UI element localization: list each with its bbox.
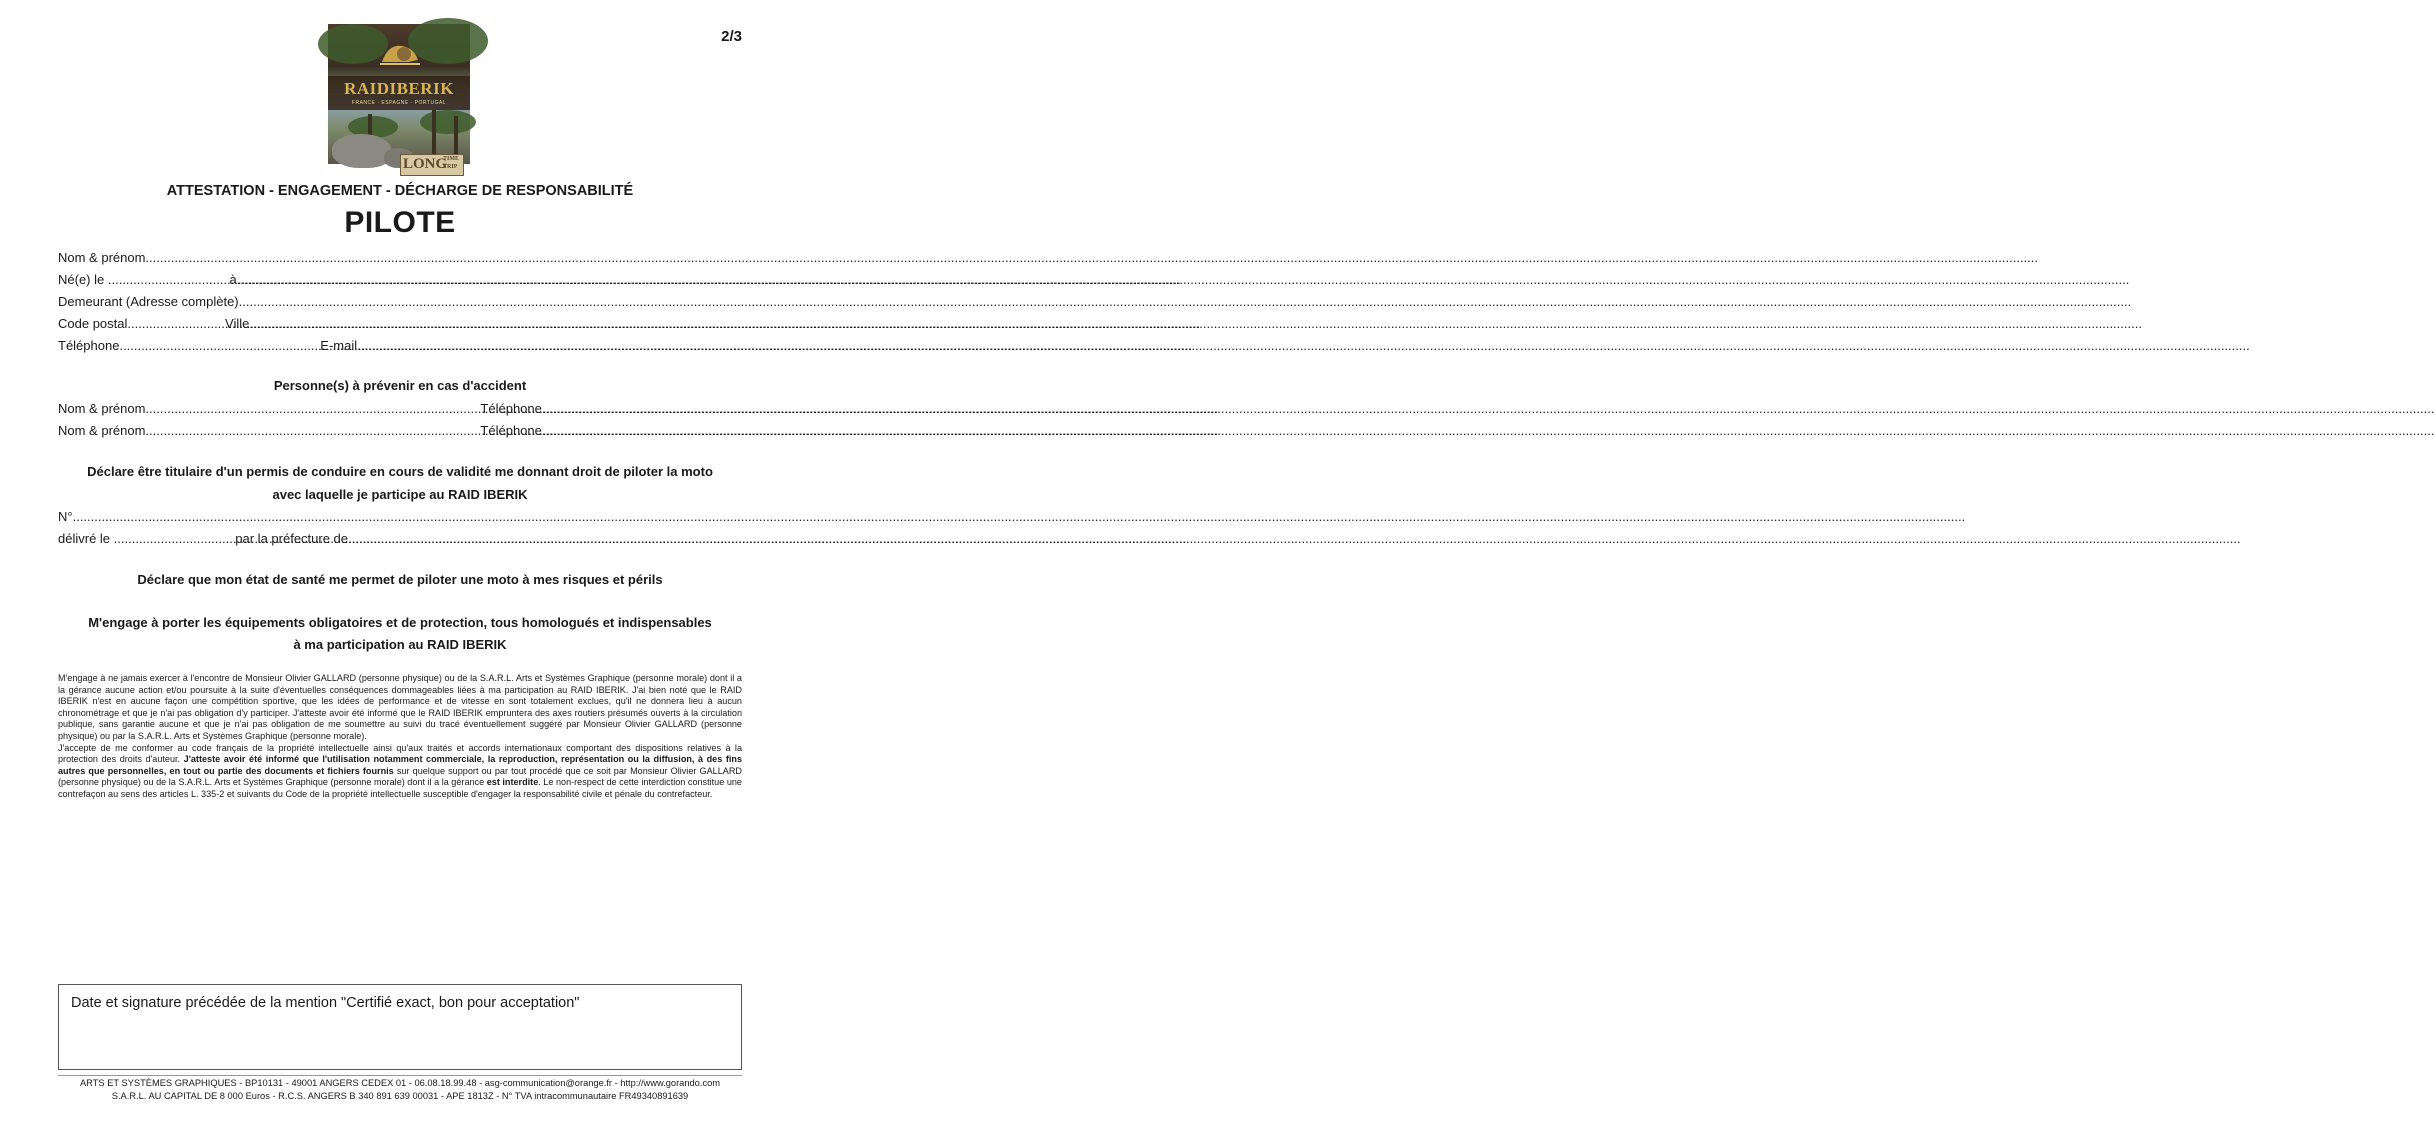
postal-city-field[interactable] [58,316,742,331]
document-title: ATTESTATION - ENGAGEMENT - DÉCHARGE DE RESPONSABILITÉ [166,183,634,199]
legal-p2-mid: sur quelque support ou par tout procédé que ce soit par Monsieur Olivier GALLARD (personne physique) ou de la S.A.R.L. Arts et Systèmes Graphique (personne morale) dont il a la gérance [58,765,742,788]
footer-divider [58,1075,742,1076]
equipment-statement-line1: M'engage à porter les équipements obligatoires et de protection, tous homologués et indispensables [88,615,712,630]
license-statement-line2: avec laquelle je participe au RAID IBERIK [272,487,528,502]
legal-p2-start: J'accepte de me conformer au code français de la propriété intellectuelle ainsi qu'aux traités et accords internationaux comportant des dispositions relatives à la protection des droits d'auteur. [58,742,742,765]
legal-paragraph-2 [58,743,742,801]
born-label: Né(e) le [58,272,105,287]
city-label: Ville [225,316,250,331]
long-time-trip-badge [400,154,464,176]
helmet-emblem-icon [378,36,422,70]
role-title: PILOTE [344,206,456,239]
license-number-field[interactable] [58,509,334,524]
legal-p2-bold-2: est interdite [486,777,539,788]
signature-label: Date et signature précédée de la mention "Certifié exact, bon pour acceptation" [71,995,580,1011]
emergency-name-label: Nom & prénom [58,401,146,416]
legal-paragraph-1: M'engage à ne jamais exercer à l'encontre de Monsieur Olivier GALLARD (personne physique) ou de la S.A.R.L. Arts et Systèmes Graphique (personne morale) dont il a la gérance aucune action et/ou poursuite à la suite d'éventuelles conséquences dommageables liées à ma participation au RAID IBERIK. J'ai bien noté que le RAID IBERIK n'est en aucune façon une compétition sportive, que les idées de performance et de vitesse en sont totalement exclues, qu'il ne donnera lieu à aucun chronométrage et que je n'ai pas obligation d'y participer. J'atteste avoir été informé que le RAID IBERIK empruntera des axes routiers présumés ouverts à la circulation publique, sans garantie aucune et que je n'ai pas obligation de me soumettre au suivi du tracé éventuellement suggéré par Monsieur Olivier GALLARD (personne physique) ou par la S.A.R.L. Arts et Systèmes Graphique (personne morale). [58,673,742,741]
badge-trip: TRIP [443,164,458,170]
page-number: 2/3 [721,28,742,45]
postal-label: Code postal [58,316,128,331]
equipment-statement-line2: à ma participation au RAID IBERIK [293,637,507,652]
prefecture-label: par la préfecture de [235,531,349,546]
health-statement: Déclare que mon état de santé me permet de piloter une moto à mes risques et périls [137,572,663,587]
footer-line-1: ARTS ET SYSTÈMES GRAPHIQUES - BP10131 - 49001 ANGERS CEDEX 01 - 06.08.18.99.48 - asg-communication@orange.fr - http://www.gorando.com [79,1078,721,1088]
emergency-heading: Personne(s) à prévenir en cas d'accident [273,378,527,393]
address-field[interactable] [58,294,742,309]
legal-p2-bold-1: J'atteste avoir été informé que l'utilisation notamment commerciale, la reproduction, représentation ou la diffusion, à des fins autres que personnelles, en tout ou partie des documents et fichiers fournis [58,754,742,776]
emergency-phone-label: Téléphone [480,401,542,416]
phone-label: Téléphone [58,338,120,353]
license-number-label: N° [58,509,73,524]
legal-text [58,673,742,801]
logo-raid-text: RAID [344,79,390,98]
legal-p2-end: . Le non-respect de cette interdiction constitue une contrefaçon au sens des articles L. 335-2 et suivants du Code de la propriété intellectuelle susceptible d'engager la responsabilité civile et pénale du contrefacteur. [58,777,742,799]
signature-box[interactable] [58,984,742,1070]
license-statement-line1: Déclare être titulaire d'un permis de conduire en cours de validité me donnant droit de piloter la moto [87,464,713,479]
badge-time: TIME [443,156,460,162]
born-at-label: à [229,272,237,287]
phone-email-field[interactable] [58,338,742,353]
issued-label: délivré le [58,531,111,546]
email-label: E-mail [320,338,358,353]
footer-line-2: S.A.R.L. AU CAPITAL DE 8 000 Euros - R.C.S. ANGERS B 340 891 639 00031 - APE 1813Z - N° TVA intracommunautaire FR49340891639 [111,1091,689,1101]
license-issue-field[interactable] [58,531,742,546]
emergency-phone-label: Téléphone [480,423,542,438]
emergency-contact-2[interactable] [58,423,742,438]
name-label: Nom & prénom [58,250,146,265]
logo-iberik-text: IBERIK [389,79,454,98]
address-label: Demeurant (Adresse complète) [58,294,239,309]
raid-iberik-logo [328,24,470,172]
name-field[interactable] [58,250,742,265]
birth-field[interactable] [58,272,742,287]
badge-long: LONG [403,156,448,172]
emergency-contact-1[interactable] [58,401,742,416]
emergency-name-label: Nom & prénom [58,423,146,438]
logo-countries: FRANCE · ESPAGNE · PORTUGAL [351,100,447,106]
